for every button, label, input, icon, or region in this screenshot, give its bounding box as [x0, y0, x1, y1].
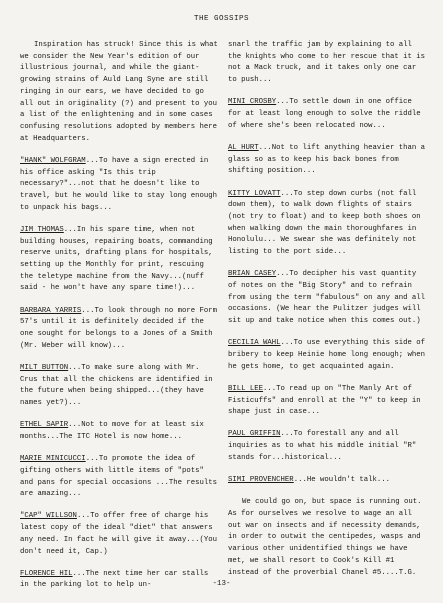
resolution-text: ...To promote the idea of gifting others with little items of "pots" and pans for special occasions ...The results are amazing...	[20, 455, 218, 499]
page-number: -13-	[212, 580, 231, 588]
resolution-text: ...Not to move for at least six months...The ITC Hotel is now home...	[20, 421, 204, 441]
member-name: "CAP" WILLSON	[20, 512, 77, 521]
resolution-paragraph	[20, 156, 220, 215]
member-name: ETHEL SAPIR	[20, 421, 69, 430]
member-name: "HANK" WOLFGRAM	[20, 156, 86, 165]
resolution-paragraph	[20, 225, 220, 295]
member-name: SIMI PROVENCHER	[228, 476, 294, 485]
resolution-text: ...In his spare time, when not building houses, repairing boats, commanding reserve units, drafting plans for hospitals, setting up the Monthly for print, rescuing the teletype machine from the Navy...(nuff said - he won't have any spare time!)...	[20, 225, 213, 293]
resolution-text: ...To step down curbs (not fall down them), to walk down flights of stairs (not try to float) and to keep both shoes on when walking down the main thoroughfares in Honolulu... We swear she was definitely not listing to the port side...	[228, 189, 421, 257]
member-name: CECILIA WAHL	[228, 339, 281, 348]
continued-paragraph	[228, 40, 428, 87]
intro-paragraph	[20, 40, 220, 145]
resolution-text: ...He wouldn't talk...	[293, 476, 391, 485]
resolution-paragraph	[228, 475, 428, 487]
member-name: AL HURT	[228, 143, 259, 152]
resolution-text: We could go on, but space is running out. As for ourselves we resolve to wage an all out war on insects and if necessity demands, in order to outwit the centipedes, wasps and various other unidentified things we have met, we shall resort to Cook's Kill #1 instead of the proverbial Chanel #5....T.G.	[228, 498, 422, 577]
resolution-paragraph	[20, 306, 220, 353]
member-name: BILL LEE	[228, 384, 264, 393]
resolution-text: ...To settle down in one office for at least long enough to solve the riddle of where she's been relocated now...	[228, 98, 421, 130]
page-header: THE GOSSIPS	[193, 15, 249, 23]
resolution-text: ...To have a sign erected in his office asking "Is this trip necessary?"...not that he doesn't like to travel, but he would like to stay long enough to unpack his bags...	[20, 156, 218, 212]
resolution-text: ...To make sure along with Mr. Crus that all the chickens are identified in the future when being shipped...(they have names yet?)...	[20, 363, 213, 407]
resolution-text: ...To forestall any and all inquiries as to what his middle initial "R" stands for...historical...	[228, 430, 417, 462]
resolution-text: ...To use everything this side of bribery to keep Heinie home long enough; when he gets home, to get acquainted again.	[228, 339, 426, 371]
resolution-paragraph	[228, 143, 428, 178]
resolution-text: Inspiration has struck! Since this is what we consider the New Year's edition of our illustrious journal, and while the giant-growing strains of Auld Lang Syne are still ringing in our ears, we have decided to go all out in originality (?) and present to you a list of the enlightening and in some cases confusing resolutions adopted by members here at Headquarters.	[20, 41, 218, 143]
resolution-paragraph	[20, 363, 220, 410]
left-column	[20, 40, 220, 603]
resolution-text: ...Not to lift anything heavier than a glass so as to keep his back bones from shifting position...	[228, 143, 426, 176]
member-name: MINI CROSBY	[228, 98, 277, 107]
resolution-paragraph	[20, 420, 220, 443]
right-column	[228, 40, 428, 590]
resolution-paragraph	[228, 97, 428, 132]
resolution-paragraph	[20, 454, 220, 501]
resolution-paragraph	[228, 189, 428, 259]
member-name: FLORENCE HIL	[20, 569, 73, 578]
resolution-paragraph	[20, 511, 220, 558]
resolution-paragraph	[228, 429, 428, 464]
resolution-paragraph	[228, 269, 428, 328]
resolution-paragraph	[228, 384, 428, 419]
resolution-paragraph	[228, 338, 428, 373]
resolution-text: snarl the traffic jam by explaining to all the knights who come to her rescue that it is not a Mack truck, and it takes only one car to push...	[228, 41, 426, 85]
closing-paragraph	[228, 497, 428, 579]
member-name: PAUL GRIFFIN	[228, 430, 281, 439]
resolution-text: ...To decipher his vast quantity of notes on the "Big Story" and to refrain from using the term "fabulous" on any and all occasions. (We hear the Pulitzer judges will sit up and take notice when this comes out.)	[228, 270, 426, 326]
resolution-text: ...The next time her car stalls in the parking lot to help un-	[20, 569, 209, 590]
resolution-text: ...To read up on "The Manly Art of Fisticuffs" and enroll at the "Y" to keep in shape just in case...	[228, 384, 421, 417]
member-name: MILT BUTTON	[20, 363, 69, 372]
member-name: BARBARA YARRIS	[20, 306, 82, 315]
resolution-text: ...To offer free of charge his latest copy of the ideal "diet" that answers any need. In fact he will give it away...(You don't need it, Cap.)	[20, 512, 218, 556]
member-name: JIM THOMAS	[20, 225, 64, 234]
resolution-text: ...To look through no more Form 57's until it is definitely decided if the one sought for belongs to a Jones of a Smith (Mr. Weber will know)...	[20, 306, 218, 350]
member-name: BRIAN CASEY	[228, 270, 277, 279]
member-name: KITTY LOVATT	[228, 189, 281, 198]
member-name: MARIE MINICUCCI	[20, 455, 86, 464]
